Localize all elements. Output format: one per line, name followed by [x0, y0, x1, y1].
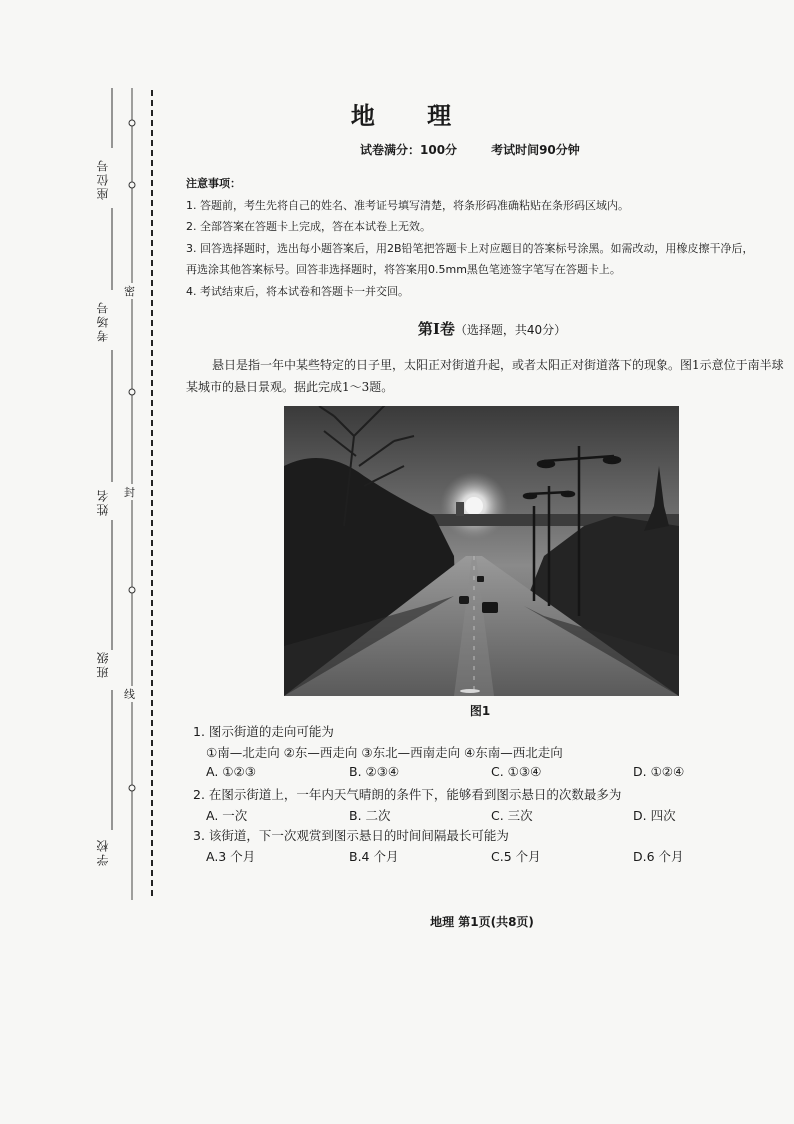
question-2-stem: 2. 在图示街道上，一年内天气晴朗的条件下，能够看到图示悬日的次数最多为 [193, 787, 622, 802]
intro-paragraph: 悬日是指一年中某些特定的日子里，太阳正对街道升起，或者太阳正对街道落下的现象。图1示意位于南半球某城市的悬日景观。据此完成1～3题。 [186, 358, 784, 394]
figure-caption: 图1 [469, 704, 491, 718]
street-sun-photo [284, 406, 679, 696]
class-label: 班级 [96, 650, 110, 678]
question-1-stem: 1. 图示街道的走向可能为 [193, 724, 334, 739]
notice-item: 2. 全部答案在答题卡上完成，答在本试卷上无效。 [186, 220, 431, 233]
question-2-option-a[interactable]: A. 一次 [206, 808, 248, 823]
notice-item: 4. 考试结束后，将本试卷和答题卡一并交回。 [186, 284, 409, 298]
exam-time: 考试时间90分钟 [491, 143, 580, 157]
question-2-option-c[interactable]: C. 三次 [491, 808, 533, 823]
school-label: 学校 [96, 838, 110, 866]
notice-item: 再选涂其他答案标号。回答非选择题时，将答案用0.5mm黑色笔迹签字笔写在答题卡上。 [186, 263, 621, 276]
binding-lines [0, 0, 160, 1124]
question-1-option-b[interactable]: B. ②③④ [349, 764, 400, 779]
notice-item: 1. 答题前，考生先将自己的姓名、准考证号填写清楚，将条形码准确粘贴在条形码区域内。 [186, 198, 629, 212]
question-3-option-b[interactable]: B.4 个月 [349, 849, 399, 864]
seal-xian: 线 [124, 688, 135, 701]
question-3-option-c[interactable]: C.5 个月 [491, 849, 541, 864]
notice-heading: 注意事项： [186, 177, 241, 190]
seat-number-label: 座位号 [96, 158, 110, 200]
question-1-statement: ①南—北走向 ②东—西走向 ③东北—西南走向 ④东南—西北走向 [206, 745, 563, 760]
exam-room-label: 考场号 [96, 300, 110, 342]
exam-info [360, 141, 614, 158]
question-2-option-b[interactable]: B. 二次 [349, 808, 391, 823]
question-1-option-a[interactable]: A. ①②③ [206, 764, 256, 779]
question-1-option-c[interactable]: C. ①③④ [491, 764, 542, 779]
full-score: 试卷满分：100分 [360, 143, 458, 157]
notice-block [186, 173, 786, 302]
page-footer: 地理 第1页(共8页) [430, 915, 534, 929]
question-3-stem: 3. 该街道，下一次观赏到图示悬日的时间间隔最长可能为 [193, 828, 509, 843]
section-title: 第Ⅰ卷 [417, 320, 455, 338]
question-1-option-d[interactable]: D. ①②④ [633, 764, 685, 779]
section-heading [0, 318, 794, 339]
seal-feng: 封 [124, 486, 135, 499]
question-2-option-d[interactable]: D. 四次 [633, 808, 676, 823]
name-label: 姓名 [96, 488, 110, 516]
notice-item: 3. 回答选择题时，选出每小题答案后，用2B铅笔把答题卡上对应题目的答案标号涂黑。如需改动，用橡皮擦干净后， [186, 241, 754, 255]
question-3-option-d[interactable]: D.6 个月 [633, 849, 684, 864]
section-note: （选择题，共40分） [454, 323, 567, 337]
question-3-option-a[interactable]: A.3 个月 [206, 849, 256, 864]
seal-mi: 密 [124, 285, 135, 298]
page-title: 地 理 [350, 101, 474, 130]
